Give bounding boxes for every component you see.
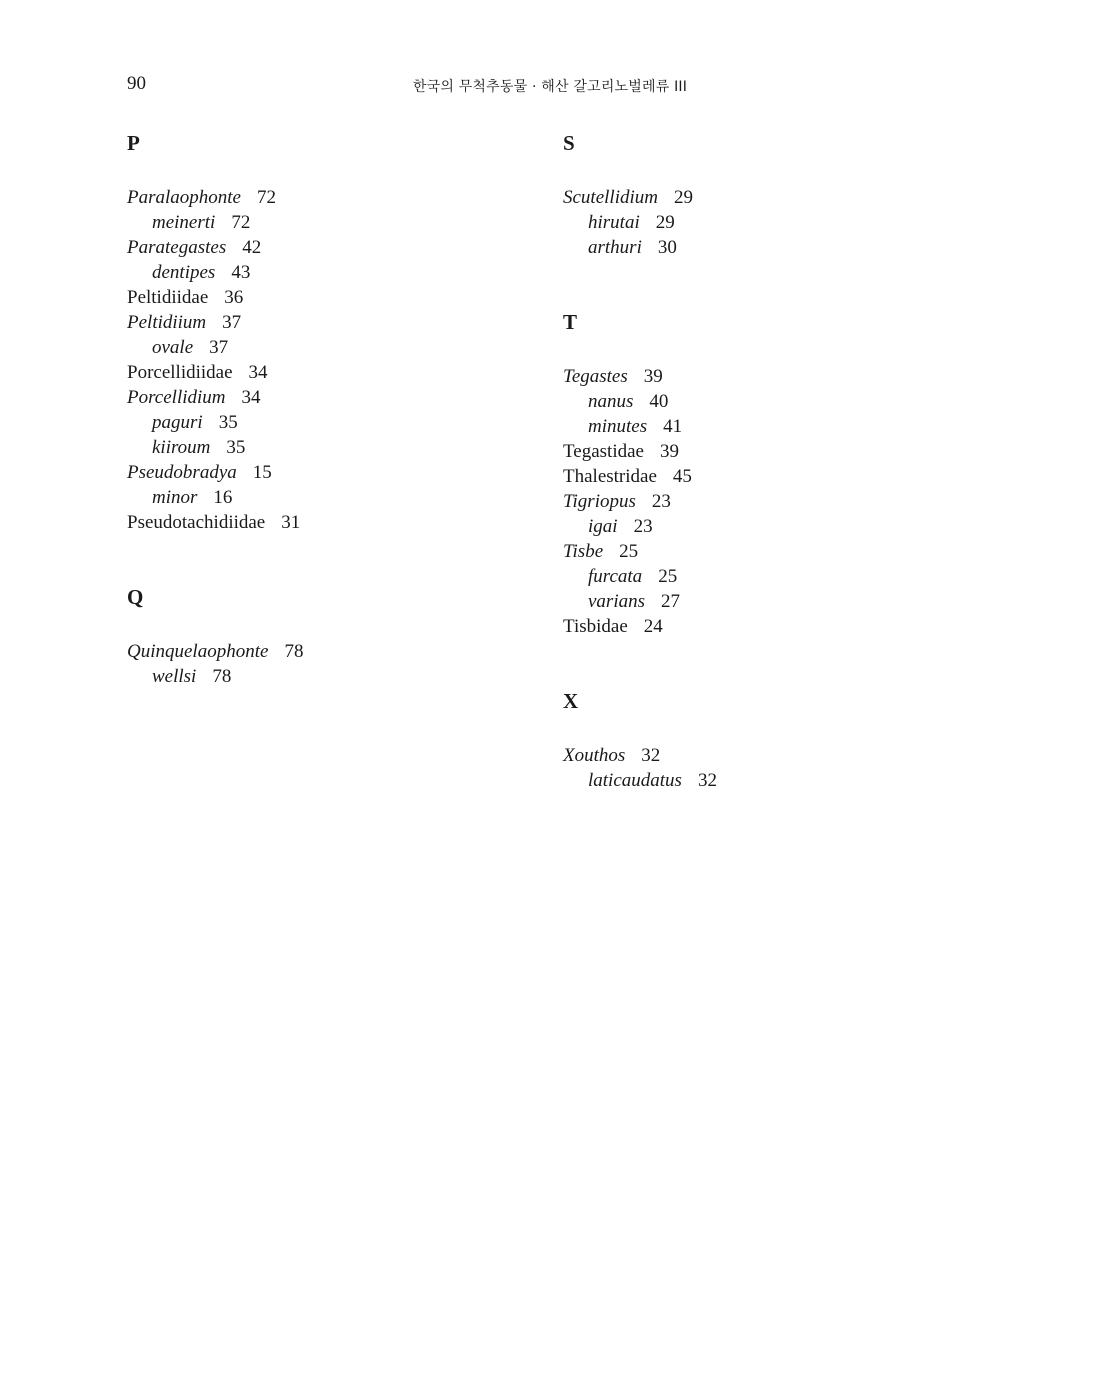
index-entry-list [563, 364, 963, 639]
running-head: 한국의 무척추동물 · 해산 갈고리노벌레류 III [412, 79, 688, 95]
section-letter: Q [127, 585, 144, 609]
entry-name: Quinquelaophonte [127, 641, 269, 662]
entry-page-number: 39 [659, 441, 679, 462]
index-section [127, 131, 527, 535]
entry-name: paguri [152, 412, 203, 433]
index-entry [563, 185, 963, 210]
index-entry [127, 335, 527, 360]
index-entry [563, 743, 963, 768]
entry-page-number: 23 [633, 516, 653, 537]
entry-page-number: 37 [222, 312, 242, 333]
index-entry [563, 389, 963, 414]
entry-name: igai [588, 516, 618, 537]
entry-name: varians [588, 591, 645, 612]
entry-page-number: 32 [697, 770, 717, 791]
index-entry [127, 235, 527, 260]
entry-name: kiiroum [152, 437, 211, 458]
entry-name: Tegastes [563, 366, 628, 387]
entry-name: Peltidiium [127, 312, 207, 333]
entry-name: Porcellidiidae [127, 362, 233, 383]
entry-page-number: 43 [231, 262, 251, 283]
entry-page-number: 31 [281, 512, 301, 533]
index-entry [127, 639, 527, 664]
entry-name: minutes [588, 416, 648, 437]
entry-page-number: 23 [651, 491, 671, 512]
index-column-left [127, 131, 527, 739]
entry-page-number: 25 [619, 541, 639, 562]
index-entry [127, 510, 527, 535]
entry-page-number: 27 [661, 591, 680, 612]
section-letter: T [563, 310, 578, 334]
entry-name: furcata [588, 566, 643, 587]
entry-page-number: 34 [241, 387, 261, 408]
entry-page-number: 39 [643, 366, 663, 387]
entry-name: dentipes [152, 262, 216, 283]
index-entry [563, 514, 963, 539]
entry-page-number: 30 [657, 237, 677, 258]
entry-page-number: 35 [226, 437, 246, 458]
index-entry [563, 414, 963, 439]
index-section [563, 310, 963, 639]
entry-page-number: 29 [655, 212, 675, 233]
index-section [563, 131, 963, 260]
entry-name: arthuri [588, 237, 642, 258]
index-entry-list [563, 743, 963, 793]
index-section [127, 585, 527, 689]
entry-name: Scutellidium [563, 187, 658, 208]
index-entry [127, 260, 527, 285]
section-letter: X [563, 689, 579, 713]
entry-name: nanus [588, 391, 634, 412]
entry-name: Thalestridae [563, 466, 657, 487]
entry-name: Xouthos [563, 745, 626, 766]
entry-page-number: 15 [252, 462, 272, 483]
index-entry [127, 185, 527, 210]
entry-page-number: 41 [663, 416, 683, 437]
index-entry [563, 210, 963, 235]
entry-page-number: 32 [641, 745, 661, 766]
index-entry [127, 285, 527, 310]
index-entry [127, 310, 527, 335]
entry-name: Paralaophonte [127, 187, 241, 208]
entry-name: Pseudobradya [127, 462, 237, 483]
page-number: 90 [127, 73, 146, 94]
entry-page-number: 36 [224, 287, 244, 308]
entry-page-number: 24 [643, 616, 663, 637]
entry-name: Tisbe [563, 541, 604, 562]
index-entry [127, 410, 527, 435]
entry-page-number: 29 [673, 187, 693, 208]
entry-page-number: 72 [231, 212, 251, 233]
index-entry [563, 614, 963, 639]
entry-page-number: 78 [212, 666, 232, 687]
entry-name: Tigriopus [563, 491, 636, 512]
index-entry [127, 385, 527, 410]
entry-page-number: 37 [209, 337, 229, 358]
entry-name: Parategastes [127, 237, 227, 258]
index-entry [563, 439, 963, 464]
entry-name: Porcellidium [127, 387, 226, 408]
index-entry [563, 235, 963, 260]
entry-page-number: 25 [658, 566, 678, 587]
index-section [563, 689, 963, 793]
entry-name: Tisbidae [563, 616, 628, 637]
index-entry [127, 360, 527, 385]
index-entry [563, 364, 963, 389]
index-entry [127, 664, 527, 689]
section-letter: P [127, 131, 140, 155]
entry-name: minor [152, 487, 198, 508]
index-entry [127, 485, 527, 510]
entry-name: Pseudotachidiidae [127, 512, 266, 533]
index-entry [563, 489, 963, 514]
entry-name: Peltidiidae [127, 287, 209, 308]
entry-page-number: 40 [649, 391, 669, 412]
index-column-right [563, 131, 963, 843]
index-entry-list [127, 185, 527, 535]
entry-name: laticaudatus [588, 770, 682, 791]
entry-page-number: 34 [248, 362, 268, 383]
section-letter: S [563, 131, 575, 155]
entry-name: ovale [152, 337, 194, 358]
entry-name: wellsi [152, 666, 197, 687]
index-entry [127, 435, 527, 460]
index-entry [563, 564, 963, 589]
index-entry [563, 768, 963, 793]
entry-page-number: 72 [257, 187, 276, 208]
index-entry-list [563, 185, 963, 260]
entry-name: meinerti [152, 212, 216, 233]
entry-page-number: 35 [218, 412, 238, 433]
index-entry [127, 210, 527, 235]
entry-page-number: 45 [672, 466, 692, 487]
index-entry [563, 589, 963, 614]
index-entry [127, 460, 527, 485]
index-entry-list [127, 639, 527, 689]
entry-page-number: 16 [213, 487, 233, 508]
index-entry [563, 464, 963, 489]
entry-page-number: 42 [242, 237, 262, 258]
entry-page-number: 78 [284, 641, 304, 662]
index-entry [563, 539, 963, 564]
entry-name: hirutai [588, 212, 640, 233]
entry-name: Tegastidae [563, 441, 644, 462]
